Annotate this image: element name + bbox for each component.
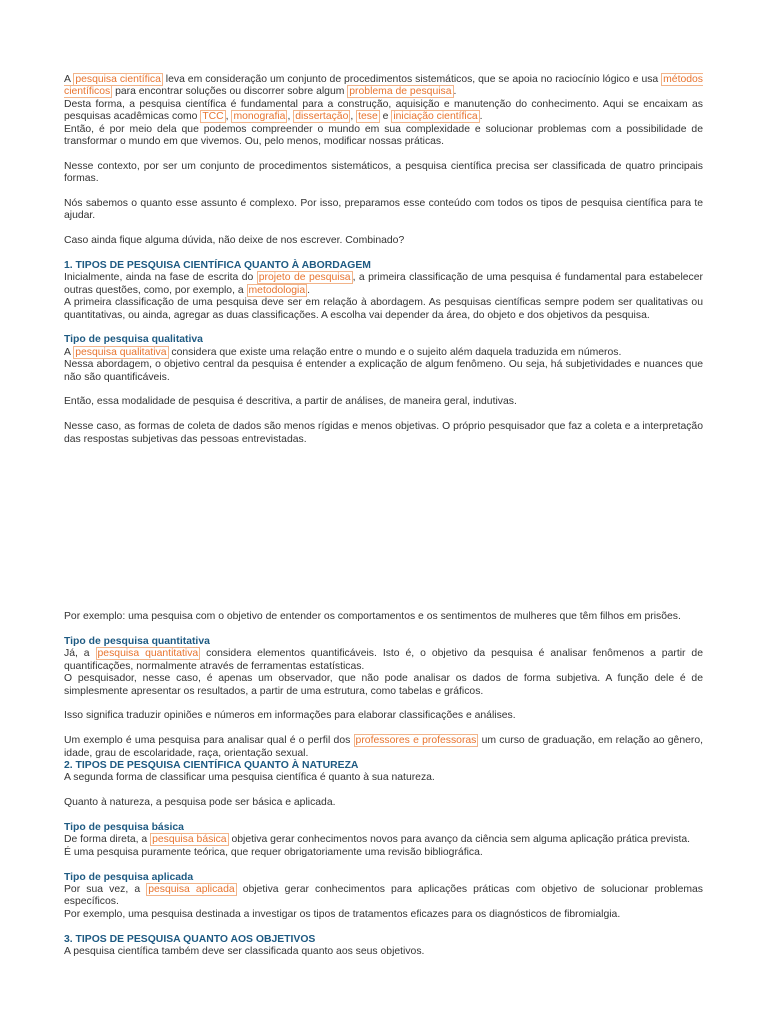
link-professores-e-professoras[interactable]: professores e professoras xyxy=(355,735,477,747)
link-pesquisa-aplicada[interactable]: pesquisa aplicada xyxy=(148,883,235,895)
quantitative-paragraph-4: Um exemplo é uma pesquisa para analisar qual é o perfil dos professores e professoras um curso de graduação, em relação ao gênero, idade, grau de escolaridade, raça, orientação sexual. xyxy=(64,735,703,759)
intro-paragraph-4: Nesse contexto, por ser um conjunto de procedimentos sistemáticos, a pesquisa científica precisa ser classificada de quatro principais formas. xyxy=(64,160,703,185)
blank-area xyxy=(64,446,703,611)
link-pesquisa-basica[interactable]: pesquisa básica xyxy=(152,834,227,846)
intro-paragraph-2: Desta forma, a pesquisa científica é fundamental para a construção, aquisição e manutenção do conhecimento. Aqui se encaixam as pesquisas acadêmicas como TCC , monografia , dissertação , tese e iniciação científica . xyxy=(64,98,703,123)
link-pesquisa-cientifica[interactable]: pesquisa científica xyxy=(75,74,161,85)
qualitative-heading: Tipo de pesquisa qualitativa xyxy=(64,334,203,346)
quantitative-heading: Tipo de pesquisa quantitativa xyxy=(64,635,210,647)
section-1-paragraph-2: A primeira classificação de uma pesquisa deve ser em relação à abordagem. As pesquisas científicas sempre podem ser qualitativas ou quantitativas, ou ainda, agregar as duas classificações. A escolha vai depender da área, do objeto e dos objetivos da pesquisa. xyxy=(64,297,703,321)
section-3-paragraph-1: A pesquisa científica também deve ser classificada quanto aos seus objetivos. xyxy=(64,945,425,957)
link-metodologia[interactable]: metodologia xyxy=(248,284,306,296)
basic-heading: Tipo de pesquisa básica xyxy=(64,821,184,833)
qualitative-paragraph-2: Nessa abordagem, o objetivo central da pesquisa é entender a explicação de algum fenômeno. Ou seja, há subjetividades e nuances que não são quantificáveis. xyxy=(64,359,703,383)
section-1-paragraph-1: Inicialmente, ainda na fase de escrita do projeto de pesquisa , a primeira classificação de uma pesquisa é fundamental para estabelecer outras questões, como, por exemplo, a metodologia . xyxy=(64,272,703,296)
link-tese[interactable]: tese xyxy=(358,111,378,123)
applied-heading: Tipo de pesquisa aplicada xyxy=(64,871,194,883)
intro-paragraph-6: Caso ainda fique alguma dúvida, não deixe de nos escrever. Combinado? xyxy=(64,235,405,247)
qualitative-paragraph-5: Por exemplo: uma pesquisa com o objetivo de entender os comportamentos e os sentimentos de mulheres que têm filhos em prisões. xyxy=(64,611,681,623)
link-projeto-de-pesquisa[interactable]: projeto de pesquisa xyxy=(258,272,351,284)
basic-paragraph-1: De forma direta, a pesquisa básica objetiva gerar conhecimentos novos para avanço da ciência sem alguma aplicação prática prevista. xyxy=(64,834,691,846)
document-page xyxy=(64,74,703,958)
intro-paragraph-5: Nós sabemos o quanto esse assunto é complexo. Por isso, preparamos esse conteúdo com todos os tipos de pesquisa científica para te ajudar. xyxy=(64,198,703,222)
link-tcc[interactable]: TCC xyxy=(202,111,224,123)
link-problema-de-pesquisa[interactable]: problema de pesquisa xyxy=(349,86,452,98)
link-metodos-cientificos[interactable]: métodos científicos xyxy=(64,74,703,98)
link-pesquisa-qualitativa[interactable]: pesquisa qualitativa xyxy=(75,346,167,358)
section-2-paragraph-2: Quanto à natureza, a pesquisa pode ser básica e aplicada. xyxy=(64,797,336,809)
link-monografia[interactable]: monografia xyxy=(233,111,286,123)
section-2-paragraph-1: A segunda forma de classificar uma pesquisa científica é quanto à sua natureza. xyxy=(64,772,435,784)
section-2-heading: 2. TIPOS DE PESQUISA CIENTÍFICA QUANTO À NATUREZA xyxy=(64,759,359,771)
intro-paragraph-1: A pesquisa científica leva em consideração um conjunto de procedimentos sistemáticos, que se apoia no raciocínio lógico e usa métodos científicos para encontrar soluções ou discorrer sobre algum problema de pesquisa . xyxy=(64,74,703,98)
section-3-heading: 3. TIPOS DE PESQUISA QUANTO AOS OBJETIVOS xyxy=(64,933,316,945)
link-dissertacao[interactable]: dissertação xyxy=(295,111,349,123)
applied-paragraph-1: Por sua vez, a pesquisa aplicada objetiva gerar conhecimentos para aplicações práticas com objetivo de solucionar problemas específicos. xyxy=(64,883,703,908)
qualitative-paragraph-1: A pesquisa qualitativa considera que existe uma relação entre o mundo e o sujeito além daquela traduzida em números. xyxy=(64,346,622,358)
applied-paragraph-2: Por exemplo, uma pesquisa destinada a investigar os tipos de tratamentos eficazes para os diagnósticos de fibromialgia. xyxy=(64,908,621,920)
basic-paragraph-2: É uma pesquisa puramente teórica, que requer obrigatoriamente uma revisão bibliográfica. xyxy=(64,846,483,858)
link-iniciacao-cientifica[interactable]: iniciação científica xyxy=(393,111,478,123)
qualitative-paragraph-4: Nesse caso, as formas de coleta de dados são menos rígidas e menos objetivas. O próprio pesquisador que faz a coleta e a interpretação das respostas subjetivas das pessoas entrevistadas. xyxy=(64,421,703,445)
quantitative-paragraph-3: Isso significa traduzir opiniões e números em informações para elaborar classificações e análises. xyxy=(64,710,516,722)
quantitative-paragraph-1: Já, a pesquisa quantitativa considera elementos quantificáveis. Isto é, o objetivo da pesquisa é analisar fenômenos a partir de quantificações, normalmente através de ferramentas estatísticas. xyxy=(64,648,703,672)
quantitative-paragraph-2: O pesquisador, nesse caso, é apenas um observador, que não pode analisar os dados de forma subjetiva. A função dele é de simplesmente apresentar os resultados, a partir de uma estrutura, como tabelas e gráficos. xyxy=(64,673,703,697)
qualitative-paragraph-3: Então, essa modalidade de pesquisa é descritiva, a partir de análises, de maneira geral, indutivas. xyxy=(64,396,517,408)
section-1-heading: 1. TIPOS DE PESQUISA CIENTÍFICA QUANTO À ABORDAGEM xyxy=(64,260,371,272)
intro-paragraph-3: Então, é por meio dela que podemos compreender o mundo em sua complexidade e solucionar problemas com a possibilidade de transformar o mundo em que vivemos. Ou, pelo menos, modificar nossas práticas. xyxy=(64,123,703,148)
link-pesquisa-quantitativa[interactable]: pesquisa quantitativa xyxy=(97,648,199,660)
